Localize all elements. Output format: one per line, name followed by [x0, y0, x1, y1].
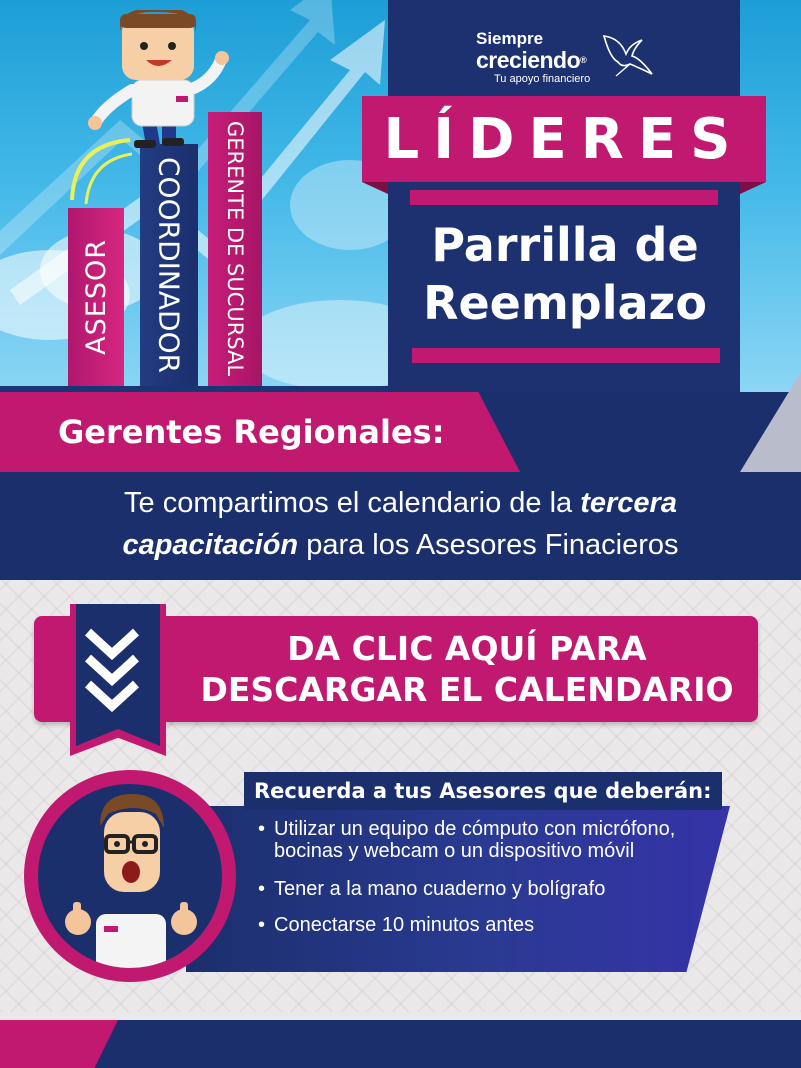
thumbs-up-advisor-illustration [38, 784, 222, 968]
intro-part2: para los Asesores Finacieros [298, 529, 679, 561]
subtitle-line1: Parrilla de [431, 218, 699, 272]
main-title: LÍDERES [383, 106, 745, 172]
banner-fold-left [362, 182, 388, 194]
subtitle [398, 216, 732, 332]
requirements-heading: Recuerda a tus Asesores que deberán: [244, 772, 722, 810]
intro-emphasis: tercera [580, 487, 677, 519]
hummingbird-icon [600, 30, 654, 78]
brand-line1: Siempre [476, 29, 544, 48]
jumping-advisor-illustration [82, 10, 242, 150]
divider-bar [412, 348, 720, 363]
advisor-avatar [38, 784, 222, 968]
footer-band [0, 1020, 801, 1068]
subtitle-line2: Reemplazo [423, 276, 707, 330]
brand-tagline: Tu apoyo financiero [494, 73, 591, 85]
divider-bar [410, 190, 718, 205]
brand-name: creciendo [476, 47, 581, 73]
brand-line2 [476, 48, 590, 72]
list-item: • Tener a la mano cuaderno y bolígrafo [258, 878, 728, 900]
intro-emphasis: capacitación [122, 529, 299, 561]
cta-line2[interactable]: DESCARGAR EL CALENDARIO [200, 670, 734, 709]
hero-section [0, 0, 801, 400]
intro-text [0, 482, 801, 566]
download-calendar-label[interactable] [176, 616, 758, 722]
pillar-label: ASESOR [80, 239, 112, 355]
list-item: • Conectarse 10 minutos antes [258, 914, 728, 936]
banner-fold-right [740, 182, 766, 194]
pillar-gerente-sucursal [208, 112, 262, 386]
cta-line1[interactable]: DA CLIC AQUÍ PARA [287, 629, 647, 668]
audience-heading: Gerentes Regionales: [58, 413, 445, 451]
brand-logo [476, 30, 590, 86]
registered-mark: ® [580, 55, 587, 65]
intro-part1: Te compartimos el calendario de la [124, 487, 581, 519]
pillar-asesor [68, 208, 124, 386]
pillar-label: COORDINADOR [152, 156, 186, 374]
requirements-list [258, 818, 728, 950]
chevron-down-icon [84, 680, 140, 712]
list-item: • Utilizar un equipo de cómputo con micrófono, bocinas y webcam o un dispositivo móvil [258, 818, 728, 862]
pillar-label: GERENTE DE SUCURSAL [223, 121, 247, 377]
